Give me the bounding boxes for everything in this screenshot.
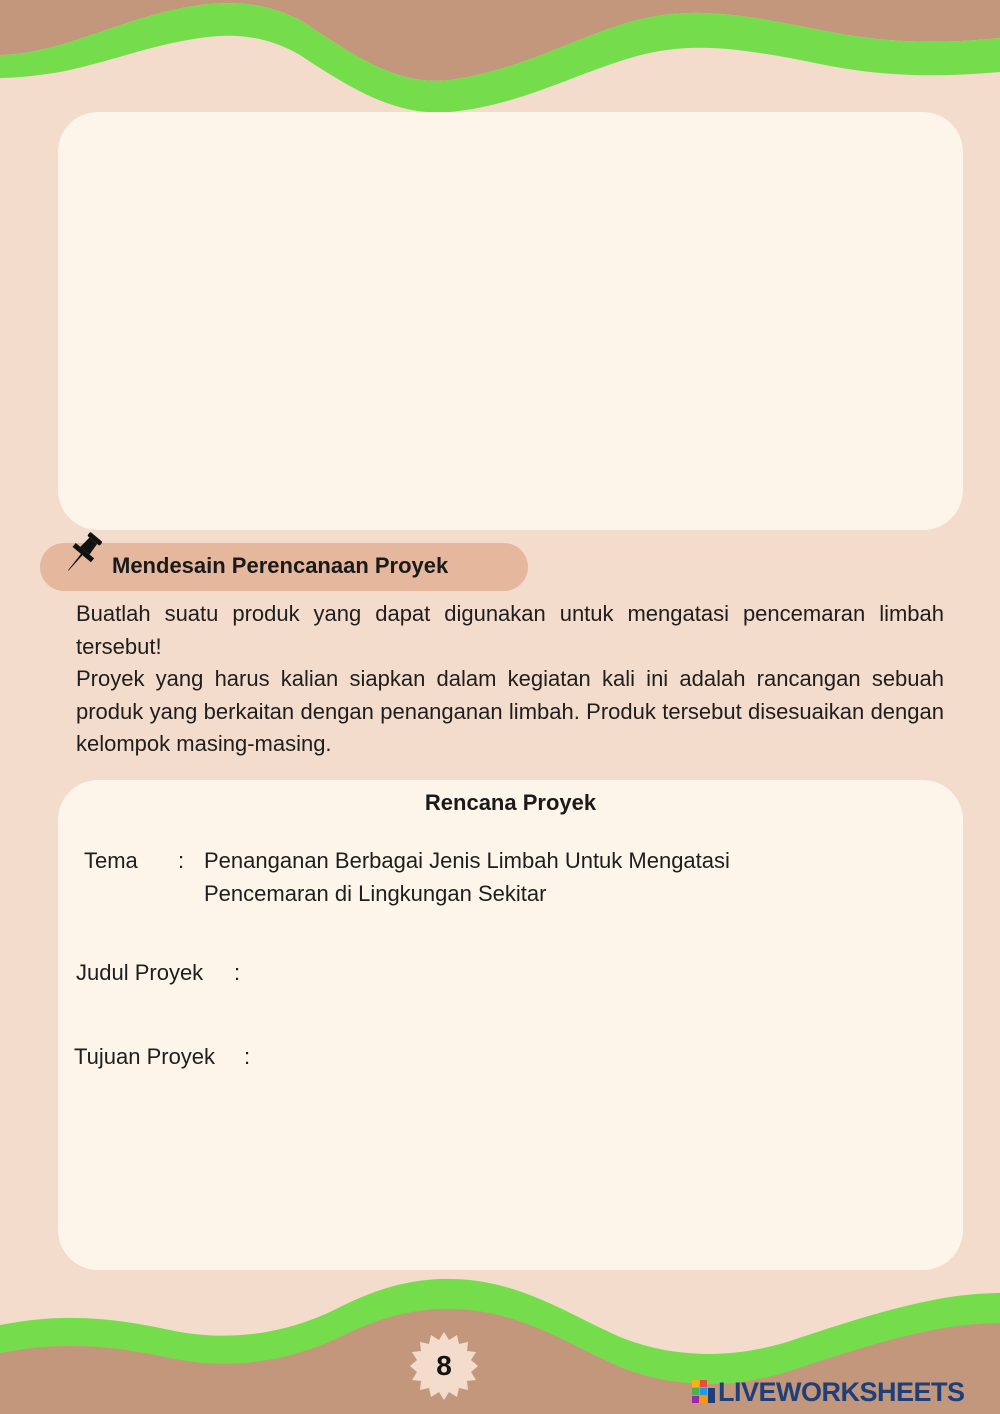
instruction-paragraph-1: Buatlah suatu produk yang dapat digunakan untuk mengatasi pencemaran limbah tersebut! xyxy=(76,601,944,659)
judul-proyek-label: Judul Proyek xyxy=(76,960,204,985)
tujuan-proyek-label: Tujuan Proyek xyxy=(74,1044,216,1069)
instruction-text xyxy=(76,598,944,761)
answer-area-card[interactable] xyxy=(58,112,963,530)
tema-label: Tema xyxy=(84,848,138,873)
tujuan-separator: : xyxy=(244,1044,251,1069)
instruction-paragraph-2: Proyek yang harus kalian siapkan dalam kegiatan kali ini adalah rancangan sebuah produk yang berkaitan dengan penanganan limbah. Produk tersebut disesuaikan dengan kelompok masing-masing. xyxy=(76,666,944,756)
top-wave-decoration xyxy=(0,0,1000,115)
liveworksheets-text: LIVEWORKSHEETS xyxy=(718,1377,965,1407)
page-number: 8 xyxy=(436,1350,452,1381)
liveworksheets-logo-icon xyxy=(692,1380,716,1404)
tema-separator: : xyxy=(178,848,185,873)
section-title: Mendesain Perencanaan Proyek xyxy=(112,553,449,578)
tema-value: Penanganan Berbagai Jenis Limbah Untuk Mengatasi Pencemaran di Lingkungan Sekitar xyxy=(204,848,730,906)
liveworksheets-watermark[interactable] xyxy=(692,1376,992,1408)
judul-separator: : xyxy=(234,960,241,985)
plan-title: Rencana Proyek xyxy=(424,790,597,815)
pushpin-icon xyxy=(58,528,108,578)
